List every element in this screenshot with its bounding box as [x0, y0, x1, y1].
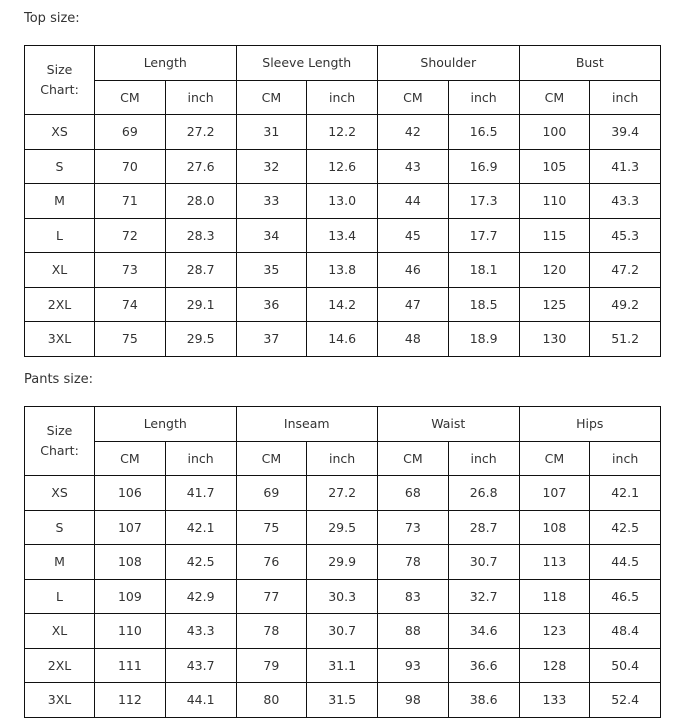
- inch-value-cell: 51.2: [590, 322, 661, 357]
- unit-cm: CM: [378, 441, 449, 476]
- cm-value-cell: 120: [519, 253, 590, 288]
- cm-value-cell: 100: [519, 115, 590, 150]
- inch-value-cell: 17.3: [448, 184, 519, 219]
- table-row: [25, 253, 661, 288]
- table-row: [25, 218, 661, 253]
- inch-value-cell: 39.4: [590, 115, 661, 150]
- cm-value-cell: 36: [236, 287, 307, 322]
- cm-value-cell: 107: [95, 510, 166, 545]
- unit-cm: CM: [519, 441, 590, 476]
- unit-cm: CM: [236, 80, 307, 115]
- inch-value-cell: 42.9: [165, 579, 236, 614]
- inch-value-cell: 48.4: [590, 614, 661, 649]
- cm-value-cell: 118: [519, 579, 590, 614]
- group-header-hips: Hips: [519, 407, 661, 442]
- size-cell: 3XL: [25, 322, 95, 357]
- cm-value-cell: 78: [236, 614, 307, 649]
- inch-value-cell: 14.2: [307, 287, 378, 322]
- cm-value-cell: 35: [236, 253, 307, 288]
- inch-value-cell: 27.2: [165, 115, 236, 150]
- inch-value-cell: 30.7: [307, 614, 378, 649]
- unit-inch: inch: [448, 441, 519, 476]
- unit-cm: CM: [95, 80, 166, 115]
- unit-inch: inch: [307, 441, 378, 476]
- inch-value-cell: 52.4: [590, 683, 661, 718]
- cm-value-cell: 83: [378, 579, 449, 614]
- inch-value-cell: 42.5: [590, 510, 661, 545]
- inch-value-cell: 17.7: [448, 218, 519, 253]
- inch-value-cell: 41.7: [165, 476, 236, 511]
- cm-value-cell: 43: [378, 149, 449, 184]
- inch-value-cell: 29.9: [307, 545, 378, 580]
- table-row: [25, 579, 661, 614]
- group-header-inseam: Inseam: [236, 407, 378, 442]
- size-chart-header: [25, 407, 95, 476]
- cm-value-cell: 105: [519, 149, 590, 184]
- cm-value-cell: 110: [519, 184, 590, 219]
- table-row: [25, 648, 661, 683]
- group-header-shoulder: Shoulder: [378, 46, 520, 81]
- table-row: [25, 184, 661, 219]
- top-size-table: [24, 45, 661, 357]
- inch-value-cell: 42.1: [165, 510, 236, 545]
- inch-value-cell: 43.7: [165, 648, 236, 683]
- unit-inch: inch: [165, 441, 236, 476]
- table-row: [25, 322, 661, 357]
- size-cell: 3XL: [25, 683, 95, 718]
- cm-value-cell: 75: [95, 322, 166, 357]
- cm-value-cell: 123: [519, 614, 590, 649]
- inch-value-cell: 12.2: [307, 115, 378, 150]
- inch-value-cell: 31.1: [307, 648, 378, 683]
- inch-value-cell: 43.3: [165, 614, 236, 649]
- inch-value-cell: 27.2: [307, 476, 378, 511]
- chart-label: Chart:: [40, 443, 79, 458]
- cm-value-cell: 128: [519, 648, 590, 683]
- cm-value-cell: 106: [95, 476, 166, 511]
- inch-value-cell: 31.5: [307, 683, 378, 718]
- inch-value-cell: 36.6: [448, 648, 519, 683]
- inch-value-cell: 42.5: [165, 545, 236, 580]
- cm-value-cell: 31: [236, 115, 307, 150]
- cm-value-cell: 111: [95, 648, 166, 683]
- inch-value-cell: 14.6: [307, 322, 378, 357]
- cm-value-cell: 73: [95, 253, 166, 288]
- inch-value-cell: 28.0: [165, 184, 236, 219]
- inch-value-cell: 30.7: [448, 545, 519, 580]
- inch-value-cell: 28.7: [448, 510, 519, 545]
- unit-cm: CM: [519, 80, 590, 115]
- cm-value-cell: 109: [95, 579, 166, 614]
- cm-value-cell: 107: [519, 476, 590, 511]
- size-cell: XS: [25, 115, 95, 150]
- cm-value-cell: 133: [519, 683, 590, 718]
- group-header-row: [25, 407, 661, 442]
- inch-value-cell: 30.3: [307, 579, 378, 614]
- group-header-length: Length: [95, 407, 237, 442]
- inch-value-cell: 32.7: [448, 579, 519, 614]
- size-cell: L: [25, 579, 95, 614]
- pants-size-table: [24, 406, 661, 718]
- cm-value-cell: 34: [236, 218, 307, 253]
- size-cell: M: [25, 545, 95, 580]
- unit-inch: inch: [448, 80, 519, 115]
- table-row: [25, 545, 661, 580]
- cm-value-cell: 130: [519, 322, 590, 357]
- size-chart-header: [25, 46, 95, 115]
- inch-value-cell: 50.4: [590, 648, 661, 683]
- cm-value-cell: 76: [236, 545, 307, 580]
- cm-value-cell: 69: [95, 115, 166, 150]
- pants-table-body: [25, 476, 661, 718]
- inch-value-cell: 42.1: [590, 476, 661, 511]
- unit-inch: inch: [307, 80, 378, 115]
- cm-value-cell: 115: [519, 218, 590, 253]
- inch-value-cell: 29.5: [165, 322, 236, 357]
- size-cell: XL: [25, 614, 95, 649]
- unit-cm: CM: [236, 441, 307, 476]
- table-row: [25, 115, 661, 150]
- size-cell: S: [25, 149, 95, 184]
- unit-cm: CM: [378, 80, 449, 115]
- cm-value-cell: 68: [378, 476, 449, 511]
- cm-value-cell: 69: [236, 476, 307, 511]
- inch-value-cell: 18.5: [448, 287, 519, 322]
- inch-value-cell: 27.6: [165, 149, 236, 184]
- size-cell: M: [25, 184, 95, 219]
- table-row: [25, 287, 661, 322]
- cm-value-cell: 74: [95, 287, 166, 322]
- cm-value-cell: 70: [95, 149, 166, 184]
- inch-value-cell: 29.5: [307, 510, 378, 545]
- group-header-waist: Waist: [378, 407, 520, 442]
- cm-value-cell: 45: [378, 218, 449, 253]
- cm-value-cell: 37: [236, 322, 307, 357]
- cm-value-cell: 72: [95, 218, 166, 253]
- size-cell: XS: [25, 476, 95, 511]
- pants-size-title: Pants size:: [24, 372, 94, 387]
- inch-value-cell: 16.9: [448, 149, 519, 184]
- unit-header-row: [25, 80, 661, 115]
- cm-value-cell: 125: [519, 287, 590, 322]
- inch-value-cell: 41.3: [590, 149, 661, 184]
- inch-value-cell: 12.6: [307, 149, 378, 184]
- group-header-bust: Bust: [519, 46, 661, 81]
- size-label: Size: [46, 423, 73, 438]
- inch-value-cell: 43.3: [590, 184, 661, 219]
- cm-value-cell: 33: [236, 184, 307, 219]
- table-row: [25, 149, 661, 184]
- cm-value-cell: 48: [378, 322, 449, 357]
- cm-value-cell: 108: [95, 545, 166, 580]
- cm-value-cell: 46: [378, 253, 449, 288]
- inch-value-cell: 18.1: [448, 253, 519, 288]
- inch-value-cell: 28.7: [165, 253, 236, 288]
- cm-value-cell: 80: [236, 683, 307, 718]
- inch-value-cell: 44.1: [165, 683, 236, 718]
- inch-value-cell: 13.0: [307, 184, 378, 219]
- size-cell: 2XL: [25, 287, 95, 322]
- inch-value-cell: 28.3: [165, 218, 236, 253]
- inch-value-cell: 47.2: [590, 253, 661, 288]
- cm-value-cell: 42: [378, 115, 449, 150]
- unit-inch: inch: [590, 80, 661, 115]
- group-header-sleeve-length: Sleeve Length: [236, 46, 378, 81]
- cm-value-cell: 75: [236, 510, 307, 545]
- chart-label: Chart:: [40, 82, 79, 97]
- cm-value-cell: 47: [378, 287, 449, 322]
- cm-value-cell: 77: [236, 579, 307, 614]
- cm-value-cell: 73: [378, 510, 449, 545]
- table-row: [25, 683, 661, 718]
- cm-value-cell: 32: [236, 149, 307, 184]
- inch-value-cell: 49.2: [590, 287, 661, 322]
- table-row: [25, 614, 661, 649]
- cm-value-cell: 79: [236, 648, 307, 683]
- inch-value-cell: 34.6: [448, 614, 519, 649]
- inch-value-cell: 18.9: [448, 322, 519, 357]
- cm-value-cell: 112: [95, 683, 166, 718]
- cm-value-cell: 113: [519, 545, 590, 580]
- inch-value-cell: 38.6: [448, 683, 519, 718]
- size-cell: L: [25, 218, 95, 253]
- table-row: [25, 510, 661, 545]
- inch-value-cell: 13.4: [307, 218, 378, 253]
- top-size-title: Top size:: [24, 11, 80, 26]
- inch-value-cell: 13.8: [307, 253, 378, 288]
- unit-cm: CM: [95, 441, 166, 476]
- size-cell: S: [25, 510, 95, 545]
- cm-value-cell: 78: [378, 545, 449, 580]
- size-cell: 2XL: [25, 648, 95, 683]
- cm-value-cell: 44: [378, 184, 449, 219]
- size-cell: XL: [25, 253, 95, 288]
- inch-value-cell: 16.5: [448, 115, 519, 150]
- group-header-length: Length: [95, 46, 237, 81]
- inch-value-cell: 44.5: [590, 545, 661, 580]
- group-header-row: [25, 46, 661, 81]
- inch-value-cell: 29.1: [165, 287, 236, 322]
- inch-value-cell: 46.5: [590, 579, 661, 614]
- inch-value-cell: 26.8: [448, 476, 519, 511]
- cm-value-cell: 88: [378, 614, 449, 649]
- table-row: [25, 476, 661, 511]
- cm-value-cell: 71: [95, 184, 166, 219]
- cm-value-cell: 93: [378, 648, 449, 683]
- size-label: Size: [46, 62, 73, 77]
- unit-inch: inch: [590, 441, 661, 476]
- cm-value-cell: 110: [95, 614, 166, 649]
- top-table-body: [25, 115, 661, 357]
- unit-header-row: [25, 441, 661, 476]
- inch-value-cell: 45.3: [590, 218, 661, 253]
- unit-inch: inch: [165, 80, 236, 115]
- cm-value-cell: 98: [378, 683, 449, 718]
- cm-value-cell: 108: [519, 510, 590, 545]
